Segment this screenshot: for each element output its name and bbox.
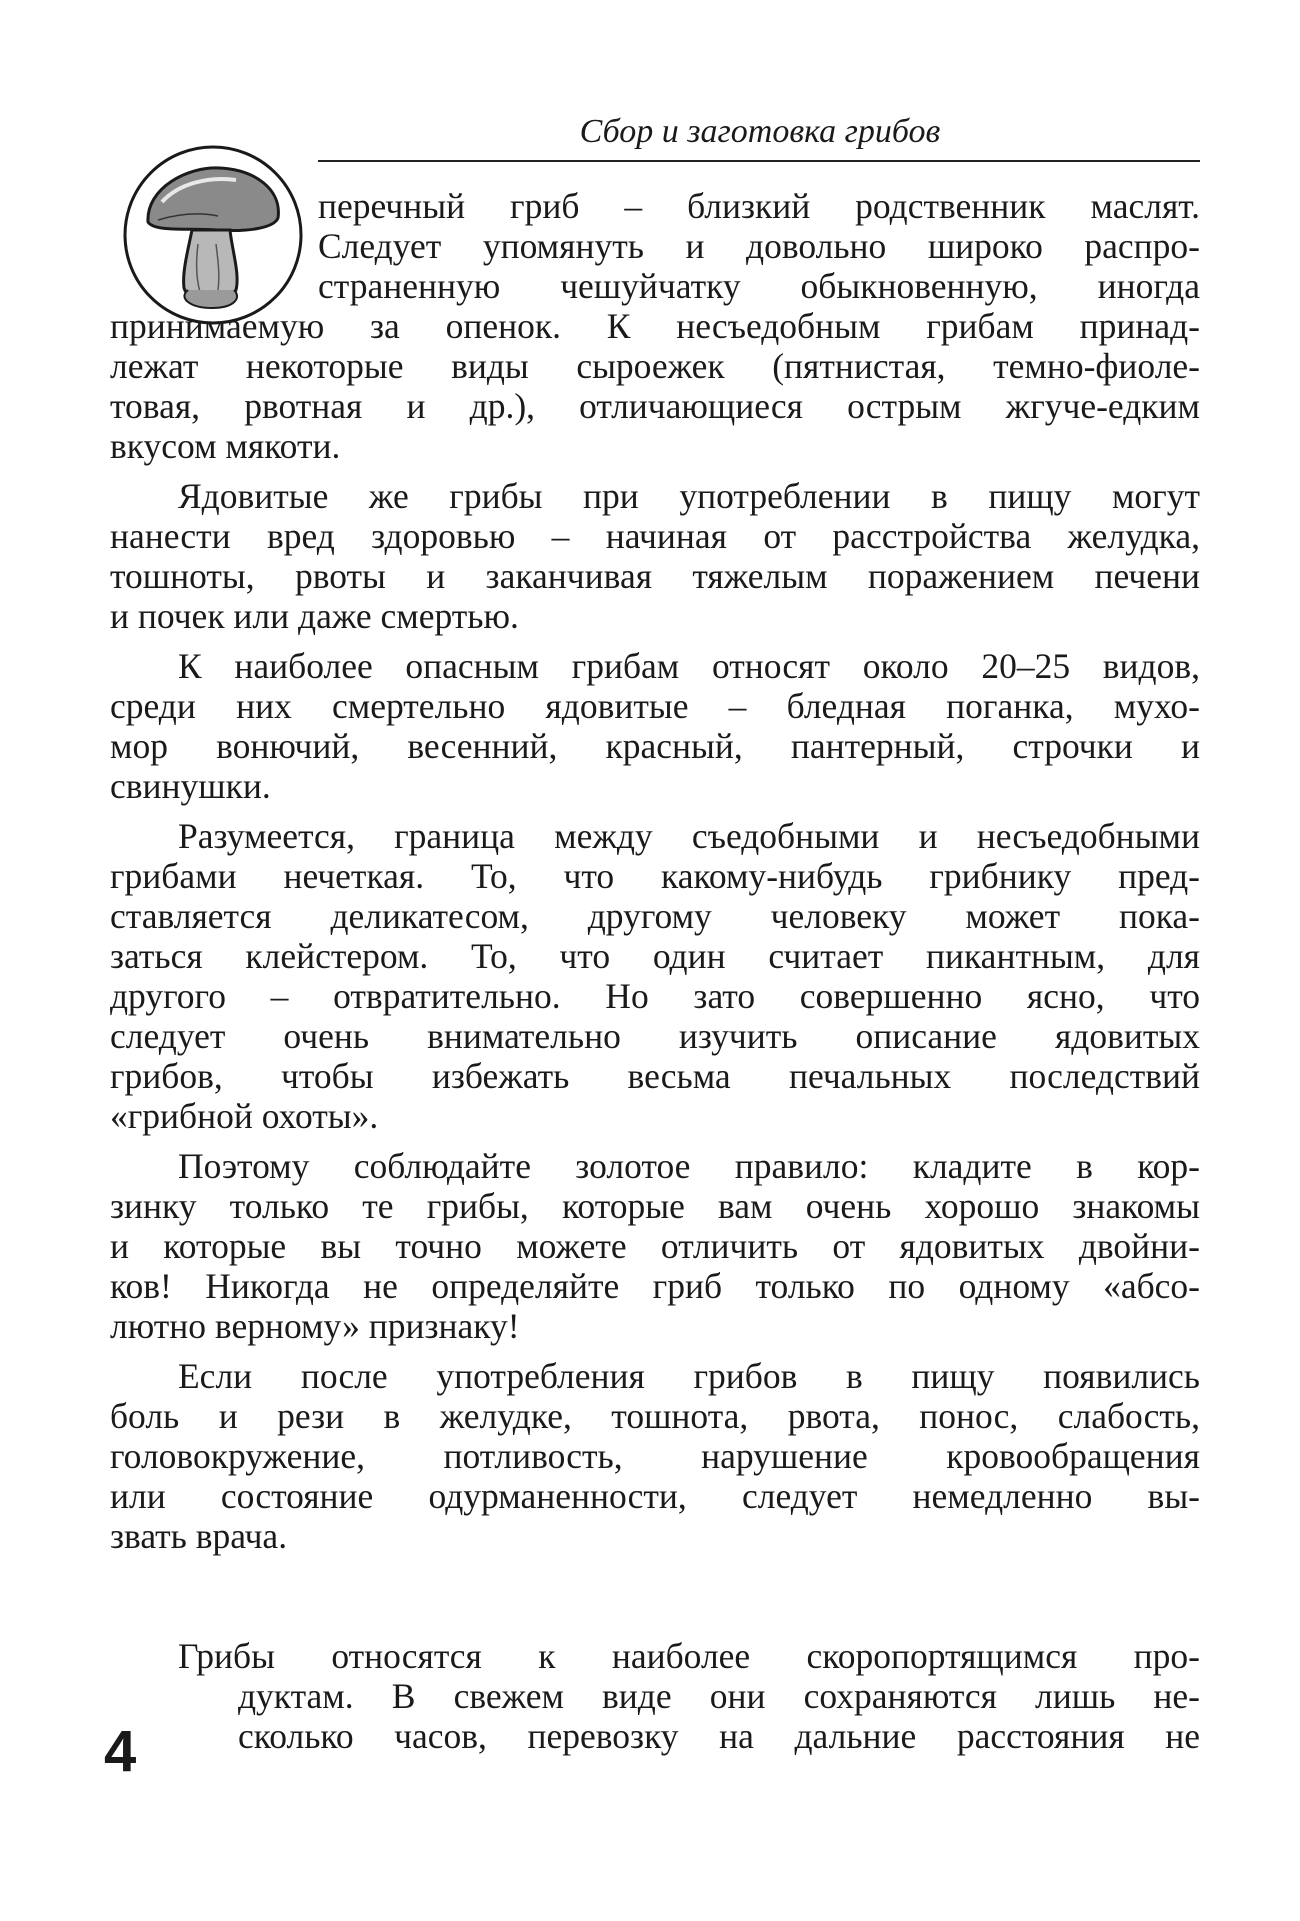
text-line: нанести вред здоровью – начиная от расстройства желудка,	[110, 516, 1200, 556]
text-line: среди них смертельно ядовитые – бледная поганка, мухо-	[110, 686, 1200, 726]
mushroom-icon	[118, 140, 308, 330]
page-number: 4	[104, 1719, 137, 1784]
text-line: принимаемую за опенок. К несъедобным грибам принад-	[110, 306, 1200, 346]
text-line: другого – отвратительно. Но зато совершенно ясно, что	[110, 976, 1200, 1016]
text-line: ставляется деликатесом, другому человеку может пока-	[110, 896, 1200, 936]
text-line: Грибы относятся к наиболее скоропортящимся про-	[178, 1636, 1200, 1676]
text-line: головокружение, потливость, нарушение кровообращения	[110, 1436, 1200, 1476]
text-line: «грибной охоты».	[110, 1096, 379, 1136]
text-line: Ядовитые же грибы при употреблении в пищу могут	[178, 476, 1200, 516]
text-line: ков! Никогда не определяйте гриб только по одному «абсо-	[110, 1266, 1200, 1306]
text-line: следует очень внимательно изучить описание ядовитых	[110, 1016, 1200, 1056]
text-line: и почек или даже смертью.	[110, 596, 519, 636]
text-line: звать врача.	[110, 1516, 288, 1556]
text-line: боль и рези в желудке, тошнота, рвота, понос, слабость,	[110, 1396, 1200, 1436]
text-line: или состояние одурманенности, следует немедленно вы-	[110, 1476, 1200, 1516]
text-line: Следует упомянуть и довольно широко распро-	[318, 226, 1200, 266]
text-line: товая, рвотная и др.), отличающиеся острым жгуче-едким	[110, 386, 1200, 426]
text-line: лютно верному» признаку!	[110, 1306, 520, 1346]
running-header: Сбор и заготовка грибов	[579, 113, 941, 150]
text-line: вкусом мякоти.	[110, 426, 341, 466]
text-line: перечный гриб – близкий родственник маслят.	[318, 186, 1200, 226]
text-line: и которые вы точно можете отличить от ядовитых двойни-	[110, 1226, 1200, 1266]
text-line: Поэтому соблюдайте золотое правило: кладите в кор-	[178, 1146, 1200, 1186]
text-line: сколько часов, перевозку на дальние расстояния не	[238, 1716, 1200, 1756]
text-line: К наиболее опасным грибам относят около 20–25 видов,	[178, 646, 1200, 686]
text-line: страненную чешуйчатку обыкновенную, иногда	[318, 266, 1200, 306]
text-line: грибов, чтобы избежать весьма печальных последствий	[110, 1056, 1200, 1096]
text-line: мор вонючий, весенний, красный, пантерный, строчки и	[110, 726, 1200, 766]
text-line: дуктам. В свежем виде они сохраняются лишь не-	[238, 1676, 1200, 1716]
header-rule	[318, 160, 1200, 162]
text-line: лежат некоторые виды сыроежек (пятнистая, темно-фиоле-	[110, 346, 1200, 386]
text-line: свинушки.	[110, 766, 271, 806]
text-line: зинку только те грибы, которые вам очень хорошо знакомы	[110, 1186, 1200, 1226]
text-line: тошноты, рвоты и заканчивая тяжелым поражением печени	[110, 556, 1200, 596]
text-line: Разумеется, граница между съедобными и несъедобными	[178, 816, 1200, 856]
text-line: грибами нечеткая. То, что какому-нибудь грибнику пред-	[110, 856, 1200, 896]
text-line: заться клейстером. То, что один считает пикантным, для	[110, 936, 1200, 976]
text-line: Если после употребления грибов в пищу появились	[178, 1356, 1200, 1396]
